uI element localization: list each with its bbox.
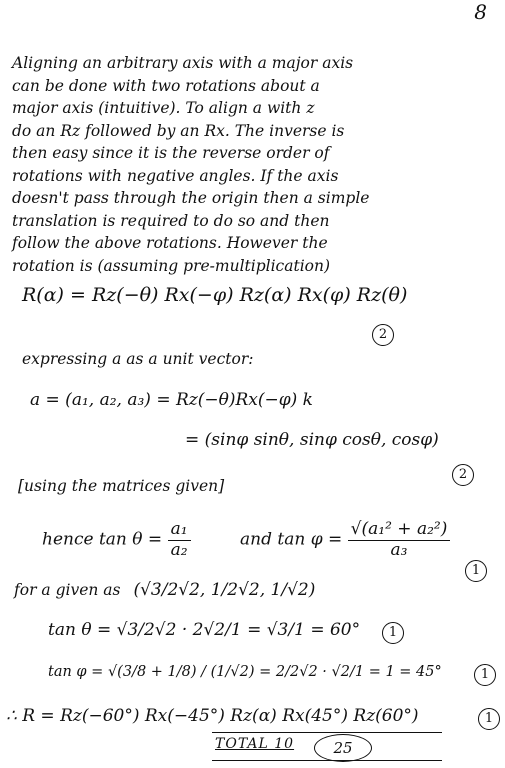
fraction-numerator: a₁ [168, 520, 191, 541]
tan-theta-fraction [168, 520, 191, 560]
for-label: for a given as [14, 581, 121, 599]
total-label: TOTAL 10 [215, 736, 295, 752]
explanation-paragraph: Aligning an arbitrary axis with a major axis can be done with two rotations about a major axis (intuitive). To align a with z do an Rz followed by an Rx. The inverse is then easy since it is the reverse order of rotations with negative angles. If the axis doesn't pass through the origin then a simple translation is required to do so and then follow the above rotations. However the rotation is (assuming pre-multiplication) [12, 54, 370, 275]
mark-circle: 2 [452, 464, 474, 486]
for-given-text [14, 580, 315, 600]
page-number: 8 [474, 0, 487, 24]
tan-theta-calculation: tan θ = √3/2√2 · 2√2/1 = √3/1 = 60° [48, 620, 361, 640]
mark-circle: 1 [382, 622, 404, 644]
fraction-numerator: √(a₁² + a₂²) [348, 520, 451, 541]
tan-phi-fraction [348, 520, 451, 560]
fraction-denominator: a₃ [390, 539, 408, 560]
vector-a-equation: a = (a₁, a₂, a₃) = Rz(−θ)Rx(−φ) k [30, 390, 313, 410]
hence-label: hence tan θ = [42, 529, 163, 550]
given-vector: (√3/2√2, 1/2√2, 1/√2) [133, 580, 316, 600]
divider [212, 760, 442, 761]
mark-circle: 1 [478, 708, 500, 730]
tan-theta-definition [42, 520, 191, 560]
mark-circle: 1 [474, 664, 496, 686]
fraction-denominator: a₂ [170, 539, 188, 560]
mark-circle: 1 [465, 560, 487, 582]
vector-a-components: = (sinφ sinθ, sinφ cosθ, cosφ) [185, 430, 439, 450]
tan-phi-definition [240, 520, 450, 560]
using-matrices-text: [using the matrices given] [18, 477, 225, 495]
divider [212, 732, 442, 733]
rotation-equation: R(α) = Rz(−θ) Rx(−φ) Rz(α) Rx(φ) Rz(θ) [22, 284, 408, 306]
final-rotation-equation: ∴ R = Rz(−60°) Rx(−45°) Rz(α) Rx(45°) Rz(60°) [6, 706, 419, 726]
tan-phi-calculation: tan φ = √(3/8 + 1/8) / (1/√2) = 2/2√2 · √2/1 = 1 = 45° [48, 664, 442, 680]
unit-vector-text: expressing a as a unit vector: [22, 350, 254, 368]
score-circle: 25 [314, 734, 372, 762]
and-label: and tan φ = [240, 529, 343, 550]
mark-circle: 2 [372, 324, 394, 346]
